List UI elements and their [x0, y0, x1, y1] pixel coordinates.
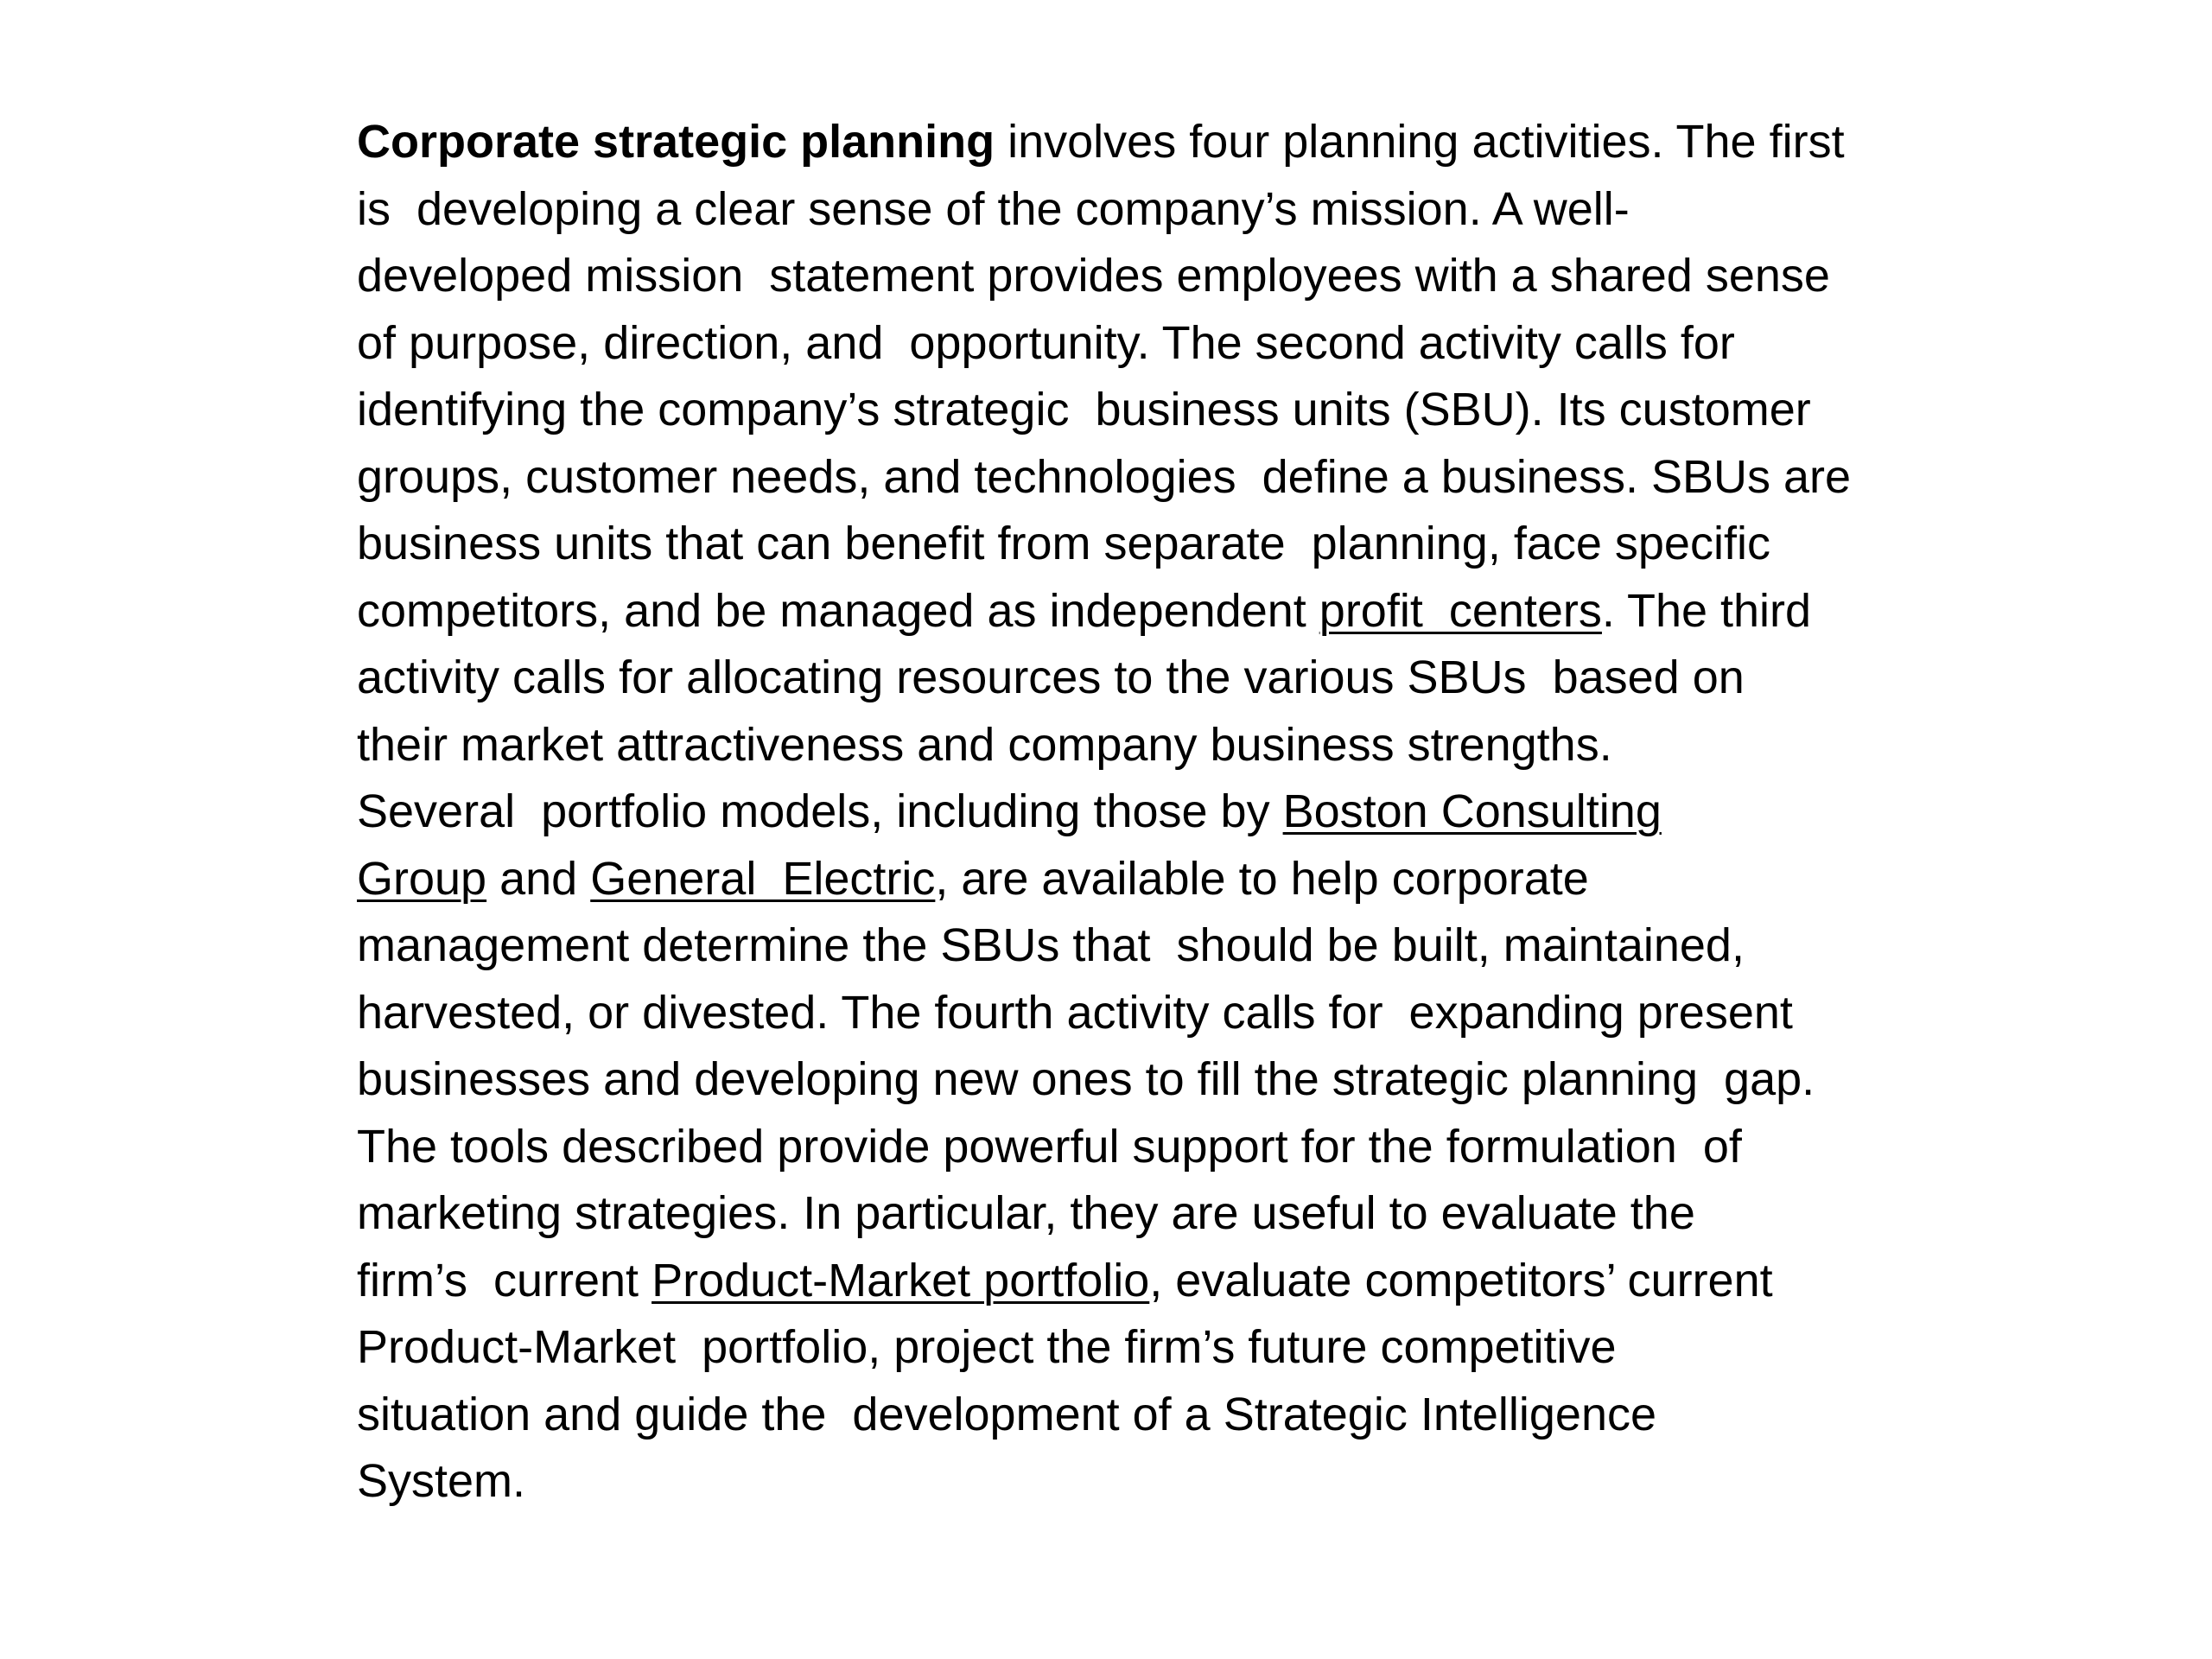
text-line: [357, 779, 1999, 846]
body-paragraph: [357, 109, 1999, 1516]
boston-consulting-group-link[interactable]: Boston Consulting: [1282, 785, 1662, 837]
text-line: businesses and developing new ones to fill the strategic planning gap.: [357, 1053, 1815, 1105]
line-text: involves four planning activities. The first: [995, 116, 1845, 168]
text-line: business units that can benefit from separate planning, face specific: [357, 518, 1770, 569]
text-line: of purpose, direction, and opportunity. The second activity calls for: [357, 316, 1735, 369]
text-line: groups, customer needs, and technologies define a business. SBUs are: [357, 450, 1852, 503]
text-line: activity calls for allocating resources to the various SBUs based on: [357, 652, 1745, 703]
text-line: [357, 578, 1999, 645]
line-text: . The third: [1601, 584, 1812, 637]
line-text: , are available to help corporate: [935, 852, 1589, 905]
text-line: identifying the company’s strategic business units (SBU). Its customer: [357, 384, 1811, 435]
line-text: firm’s current: [357, 1254, 652, 1306]
text-line: [357, 1248, 1999, 1315]
boston-consulting-group-link-continued[interactable]: Group: [357, 852, 487, 905]
text-line: situation and guide the development of a Strategic Intelligence: [357, 1388, 1657, 1440]
text-line: Product-Market portfolio, project the firm’s future competitive: [357, 1321, 1617, 1373]
text-line: is developing a clear sense of the company’s mission. A well-: [357, 182, 1630, 235]
line-text: competitors, and be managed as independent: [357, 584, 1319, 637]
text-line: management determine the SBUs that should be built, maintained,: [357, 919, 1745, 971]
text-line: harvested, or divested. The fourth activity calls for expanding present: [357, 986, 1793, 1039]
text-line: The tools described provide powerful support for the formulation of: [357, 1120, 1742, 1173]
bold-term: Corporate strategic planning: [357, 116, 995, 168]
line-text: and: [486, 852, 591, 905]
text-line: [357, 109, 1999, 176]
text-line: marketing strategies. In particular, they are useful to evaluate the: [357, 1187, 1695, 1239]
text-line: [357, 846, 1999, 913]
profit-centers-link[interactable]: profit centers: [1319, 584, 1602, 637]
text-line: their market attractiveness and company business strengths.: [357, 718, 1612, 771]
line-text: , evaluate competitors’ current: [1149, 1254, 1773, 1306]
line-text: Several portfolio models, including those by: [357, 785, 1283, 837]
text-line: developed mission statement provides employees with a shared sense: [357, 250, 1830, 302]
product-market-portfolio-link[interactable]: Product-Market portfolio: [652, 1254, 1150, 1306]
general-electric-link[interactable]: General Electric: [590, 852, 936, 905]
text-line: System.: [357, 1455, 526, 1507]
